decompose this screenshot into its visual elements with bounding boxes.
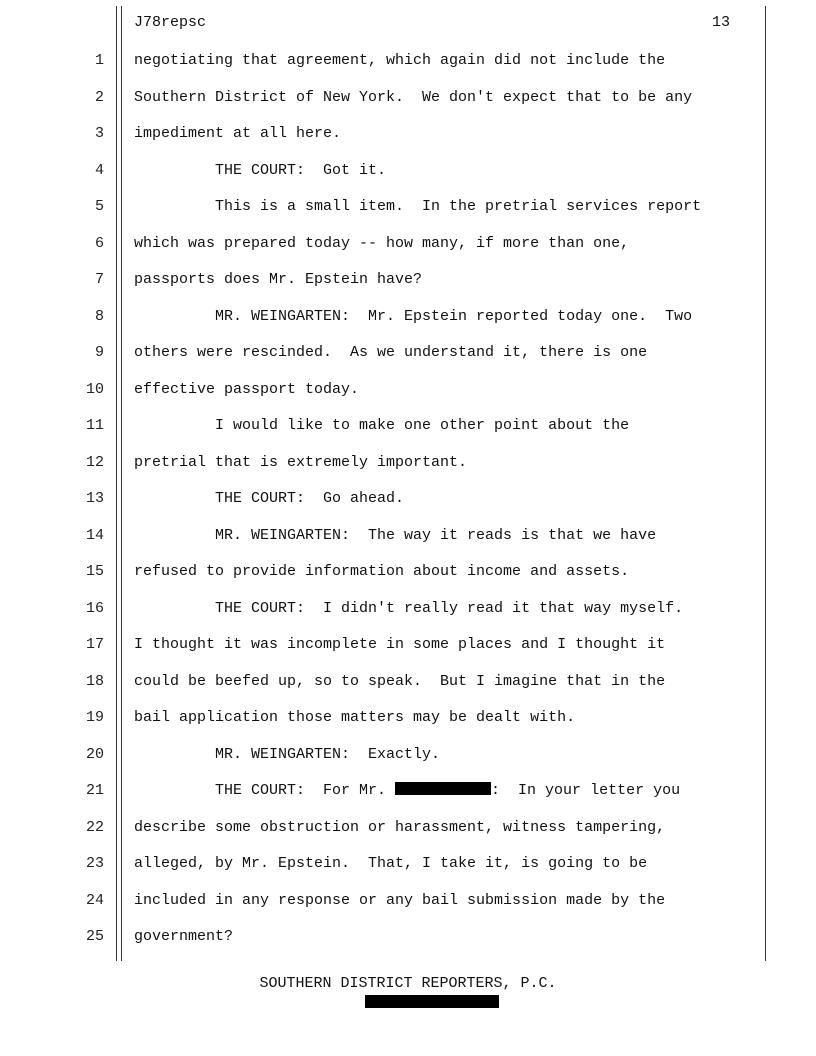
line-number: 25 xyxy=(85,928,104,945)
line-text: THE COURT: Go ahead. xyxy=(134,490,405,507)
line-number: 20 xyxy=(85,745,104,763)
line-number: 4 xyxy=(94,161,104,179)
line-text-before-redaction: THE COURT: For Mr. xyxy=(134,782,396,799)
line-text: This is a small item. In the pretrial services report xyxy=(134,198,702,215)
line-text: MR. WEINGARTEN: The way it reads is that we have xyxy=(134,526,657,544)
transcript-line xyxy=(0,854,816,891)
transcript-line xyxy=(0,51,816,88)
transcript-line xyxy=(0,599,816,636)
line-number: 8 xyxy=(94,307,104,325)
transcript-line xyxy=(0,672,816,709)
line-text: impediment at all here. xyxy=(134,125,342,142)
line-text: could be beefed up, so to speak. But I imagine that in the xyxy=(134,672,666,690)
line-number: 18 xyxy=(85,672,104,690)
line-number: 11 xyxy=(85,417,104,434)
reporter-footer: SOUTHERN DISTRICT REPORTERS, P.C. xyxy=(259,975,557,992)
line-number: 17 xyxy=(85,636,104,653)
redaction-bar xyxy=(395,782,491,795)
line-text: Southern District of New York. We don't expect that to be any xyxy=(134,88,693,106)
transcript-line xyxy=(0,526,816,563)
transcript-line xyxy=(0,453,816,490)
page-number: 13 xyxy=(711,14,730,31)
line-number: 15 xyxy=(85,563,104,580)
transcript-line xyxy=(0,307,816,344)
line-text xyxy=(134,781,680,801)
transcript-line xyxy=(0,818,816,855)
transcript-line xyxy=(0,416,816,453)
line-text: alleged, by Mr. Epstein. That, I take it, is going to be xyxy=(134,855,648,872)
line-number: 2 xyxy=(94,88,104,106)
line-number: 22 xyxy=(85,818,104,836)
line-number: 16 xyxy=(85,599,104,617)
footer-redaction-bar xyxy=(365,995,499,1008)
transcript-line xyxy=(0,197,816,234)
line-text: I thought it was incomplete in some places and I thought it xyxy=(134,636,666,653)
transcript-line xyxy=(0,380,816,417)
line-text-after-redaction: : In your letter you xyxy=(491,782,681,799)
line-number: 14 xyxy=(85,526,104,544)
transcript-line xyxy=(0,891,816,928)
transcript-id: J78repsc xyxy=(134,14,207,31)
line-text: government? xyxy=(134,928,234,945)
line-number: 7 xyxy=(94,271,104,288)
transcript-line xyxy=(0,88,816,125)
line-number: 24 xyxy=(85,891,104,909)
line-text: negotiating that agreement, which again did not include the xyxy=(134,52,666,69)
line-text: refused to provide information about income and assets. xyxy=(134,563,630,580)
line-text: effective passport today. xyxy=(134,380,360,398)
transcript-lines xyxy=(0,51,816,964)
line-text: I would like to make one other point about the xyxy=(134,417,630,434)
line-number: 6 xyxy=(94,234,104,252)
line-number: 5 xyxy=(94,198,104,215)
transcript-line xyxy=(0,343,816,380)
transcript-line xyxy=(0,489,816,526)
line-text: bail application those matters may be dealt with. xyxy=(134,709,576,726)
line-number: 23 xyxy=(85,855,104,872)
line-number: 12 xyxy=(85,453,104,471)
transcript-line xyxy=(0,270,816,307)
line-text: included in any response or any bail submission made by the xyxy=(134,891,666,909)
transcript-line xyxy=(0,927,816,964)
line-number: 3 xyxy=(94,125,104,142)
transcript-line xyxy=(0,708,816,745)
transcript-line xyxy=(0,562,816,599)
line-number: 9 xyxy=(94,344,104,361)
transcript-line xyxy=(0,161,816,198)
line-text: THE COURT: Got it. xyxy=(134,161,387,179)
transcript-line xyxy=(0,781,816,818)
line-text: MR. WEINGARTEN: Mr. Epstein reported today one. Two xyxy=(134,307,693,325)
transcript-line xyxy=(0,635,816,672)
line-text: MR. WEINGARTEN: Exactly. xyxy=(134,745,441,763)
line-text: pretrial that is extremely important. xyxy=(134,453,468,471)
line-text: describe some obstruction or harassment, witness tampering, xyxy=(134,818,666,836)
line-text: which was prepared today -- how many, if more than one, xyxy=(134,234,630,252)
line-number: 21 xyxy=(85,782,104,799)
line-text: THE COURT: I didn't really read it that way myself. xyxy=(134,599,684,617)
line-number: 10 xyxy=(85,380,104,398)
line-number: 19 xyxy=(85,709,104,726)
line-text: passports does Mr. Epstein have? xyxy=(134,271,423,288)
transcript-line xyxy=(0,124,816,161)
line-text: others were rescinded. As we understand it, there is one xyxy=(134,344,648,361)
transcript-line xyxy=(0,234,816,271)
line-number: 1 xyxy=(94,52,104,69)
transcript-line xyxy=(0,745,816,782)
line-number: 13 xyxy=(85,490,104,507)
